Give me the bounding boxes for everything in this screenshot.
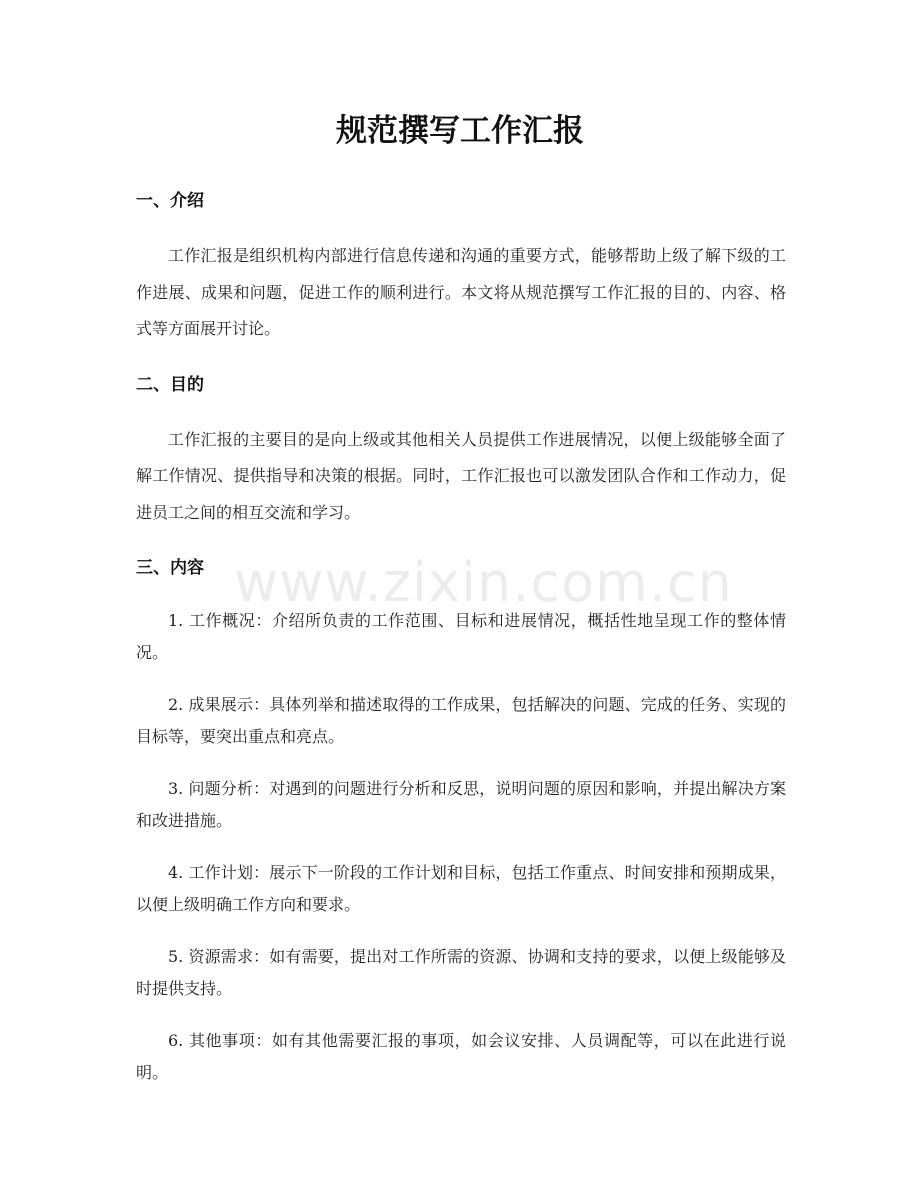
list-item: 1. 工作概况：介绍所负责的工作范围、目标和进展情况，概括性地呈现工作的整体情况。 <box>136 611 786 662</box>
section-heading-intro: 一、介绍 <box>136 191 204 211</box>
list-item: 2. 成果展示：具体列举和描述取得的工作成果，包括解决的问题、完成的任务、实现的目标等，要突出重点和亮点。 <box>136 695 786 746</box>
content-item-list <box>136 605 786 1088</box>
section-paragraph-intro: 工作汇报是组织机构内部进行信息传递和沟通的重要方式，能够帮助上级了解下级的工作进展、成果和问题，促进工作的顺利进行。本文将从规范撰写工作汇报的目的、内容、格式等方面展开讨论。 <box>136 246 786 338</box>
document-body <box>136 184 786 1109</box>
watermark-text: www.zixin.com.cn <box>234 551 733 614</box>
list-item: 6. 其他事项：如有其他需要汇报的事项，如会议安排、人员调配等，可以在此进行说明。 <box>136 1031 786 1082</box>
list-item: 4. 工作计划：展示下一阶段的工作计划和目标，包括工作重点、时间安排和预期成果，以便上级明确工作方向和要求。 <box>136 863 786 914</box>
section-heading-content: 三、内容 <box>136 558 204 578</box>
list-item: 5. 资源需求：如有需要，提出对工作所需的资源、协调和支持的要求，以便上级能够及时提供支持。 <box>136 947 786 998</box>
list-item: 3. 问题分析：对遇到的问题进行分析和反思，说明问题的原因和影响，并提出解决方案和改进措施。 <box>136 779 786 830</box>
section-heading-purpose: 二、目的 <box>136 374 204 395</box>
page-title: 规范撰写工作汇报 <box>336 113 584 149</box>
section-paragraph-purpose: 工作汇报的主要目的是向上级或其他相关人员提供工作进展情况，以便上级能够全面了解工作情况、提供指导和决策的根据。同时，工作汇报也可以激发团队合作和工作动力，促进员工之间的相互交流和学习。 <box>136 429 786 522</box>
